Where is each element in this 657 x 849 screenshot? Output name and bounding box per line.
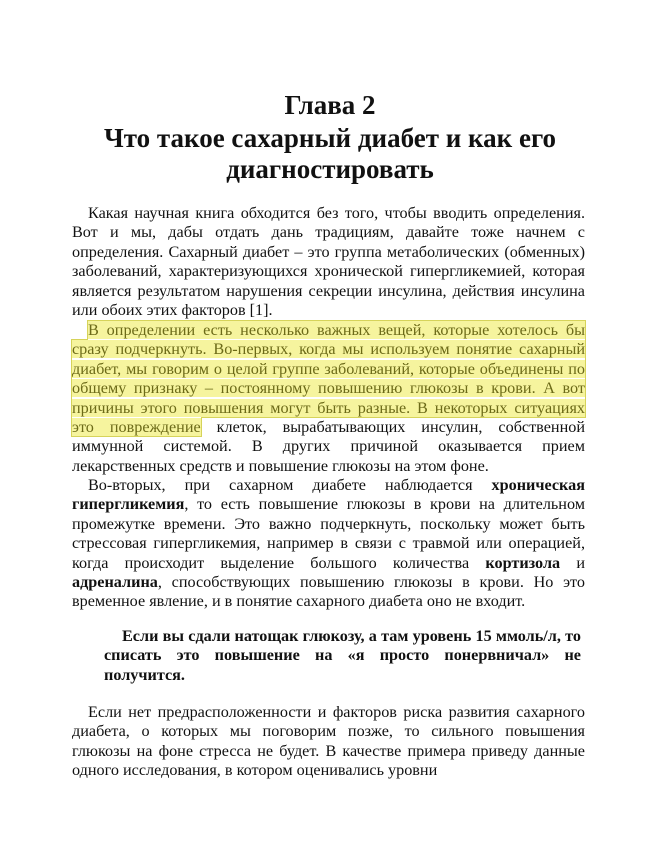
bold-term-adrenaline: адреналина	[72, 573, 158, 592]
chapter-title-line-2: диагностировать	[226, 154, 434, 184]
paragraph-text: , то есть повышение глюкозы в крови на длительном промежутке времени. Это важно подчеркнуть, поскольку может быть стрессовая гипергликемия, например в связи с травмой или операцией, когда происходит выделение большого количества	[72, 495, 585, 572]
bold-term-hyperglycemia: хроническая гипергликемия	[72, 476, 585, 514]
paragraph-text: клеток, вырабатывающих инсулин, собственной иммунной системой. В других причиной оказывается прием лекарственных средств и повышение глюкозы на этом фоне.	[72, 418, 586, 475]
paragraph-stress: Если нет предрасположенности и факторов риска развития сахарного диабета, о которых мы поговорим позже, то сильного повышения глюкозы на фоне стресса не будет. В качестве примера приведу данные одного исследования, в котором оценивались уровни	[72, 703, 585, 780]
chapter-title-line-1: Что такое сахарный диабет и как его	[103, 123, 557, 153]
paragraph-text: и	[560, 553, 585, 572]
paragraph-text: Во-вторых, при сахарном диабете наблюдается	[88, 476, 492, 494]
bold-term-cortisol: кортизола	[485, 553, 561, 572]
callout-note: Если вы сдали натощак глюкозу, а там уровень 15 ммоль/л, то списать это повышение на «я просто понервничал» не получится.	[104, 627, 581, 684]
paragraph-text: , способствующих повышению глюкозы в крови. Но это временное явление, и в понятие сахарного диабета оно не входит.	[72, 573, 585, 611]
text-highlight[interactable]: В определении есть несколько важных вещей, которые хотелось бы сразу подчеркнуть. Во-первых, когда мы используем понятие сахарный диабет, мы говорим о целой группе заболеваний, которые объединены по общему признаку – постоянному повышению глюкозы в крови. А вот причины этого повышения могут быть разные. В некоторых ситуациях это повреждение	[72, 321, 585, 437]
chapter-label: Глава 2	[284, 90, 376, 120]
paragraph-hyperglycemia	[72, 476, 585, 612]
paragraph-highlighted	[72, 321, 585, 476]
paragraph-definition: Какая научная книга обходится без того, чтобы вводить определения. Вот и мы, дабы отдать дань традициям, давайте тоже начнем с определения. Сахарный диабет – это группа метаболических (обменных) заболеваний, характеризующихся хронической гипергликемией, которая является результатом нарушения секреции инсулина, действия инсулина или обоих этих факторов [1].	[72, 204, 585, 320]
